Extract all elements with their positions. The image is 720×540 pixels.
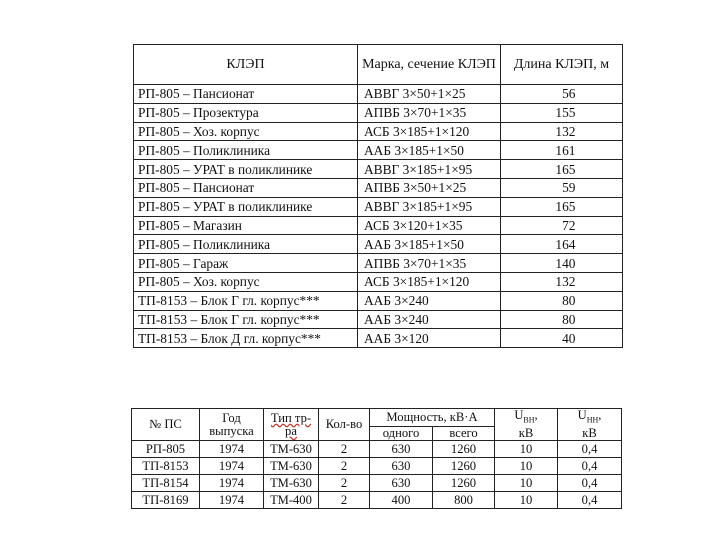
transformer-u-lv: 0,4 [558,492,622,509]
transformer-table-body [132,441,622,509]
transformer-year: 1974 [200,475,264,492]
transformer-power-one: 400 [370,492,433,509]
header-u-lv: $U_{НН}$, кВ [558,409,622,441]
cable-line: ТП-8153 – Блок Г гл. корпус*** [134,310,358,329]
transformer-count: 2 [319,441,370,458]
transformer-power-total: 1260 [433,441,495,458]
transformer-u-lv: 0,4 [558,441,622,458]
cable-brand: АПВБ 3×50+1×25 [358,178,501,197]
transformer-type: ТМ-630 [264,458,319,475]
cable-length-cell [501,254,623,273]
cable-length-cell [501,291,623,310]
transformer-row [132,458,622,475]
cable-line: ТП-8153 – Блок Г гл. корпус*** [134,291,358,310]
cable-brand: ААБ 3×185+1×50 [358,141,501,160]
cable-length-cell [501,197,623,216]
cable-length: 56 [562,86,576,102]
transformer-header-row-1 [132,409,622,427]
transformer-year: 1974 [200,458,264,475]
cable-length-cell [501,310,623,329]
cable-length: 40 [562,330,576,346]
transformer-ps: РП-805 [132,441,200,458]
transformer-count: 2 [319,475,370,492]
cable-length: 132 [555,274,576,290]
u-lv-label: U [577,408,587,423]
cable-line: РП-805 – Пансионат [134,85,358,104]
transformer-power-one: 630 [370,475,433,492]
cable-length: 161 [555,142,576,158]
cable-table-header-row [134,45,623,85]
header-brand: Марка, сечение КЛЭП [358,45,501,85]
cable-line: РП-805 – УРАТ в поликлинике [134,197,358,216]
cable-length: 155 [555,105,576,121]
cable-row [134,178,623,197]
cable-length: 140 [555,255,576,271]
cable-brand: ААБ 3×240 [358,291,501,310]
cable-length-cell [501,329,623,348]
cable-length-cell [501,178,623,197]
cable-length: 165 [555,199,576,215]
cable-line: РП-805 – Гараж [134,254,358,273]
cable-line: РП-805 – Магазин [134,216,358,235]
transformer-ps: ТП-8153 [132,458,200,475]
u-lv-unit: кВ [582,425,597,440]
cable-length: 165 [555,161,576,177]
cable-brand: АВВГ 3×185+1×95 [358,197,501,216]
cable-lines-table [133,44,623,348]
transformer-ps: ТП-8154 [132,475,200,492]
header-length: Длина КЛЭП, м [501,45,623,85]
cable-brand: АСБ 3×185+1×120 [358,122,501,141]
cable-row [134,122,623,141]
transformers-table [131,408,622,509]
cable-line: РП-805 – УРАТ в поликлинике [134,160,358,179]
transformer-power-total: 1260 [433,458,495,475]
cable-row [134,310,623,329]
cable-line: РП-805 – Хоз. корпус [134,272,358,291]
cable-row [134,160,623,179]
cable-line: РП-805 – Поликлиника [134,141,358,160]
transformer-u-hv: 10 [495,475,558,492]
cable-length: 164 [555,236,576,252]
cable-line: ТП-8153 – Блок Д гл. корпус*** [134,329,358,348]
transformer-type: ТМ-630 [264,475,319,492]
transformer-row [132,441,622,458]
transformer-ps: ТП-8169 [132,492,200,509]
cable-row [134,197,623,216]
cable-brand: ААБ 3×240 [358,310,501,329]
transformer-year: 1974 [200,492,264,509]
header-type [264,409,319,441]
cable-length-cell [501,122,623,141]
cable-row [134,85,623,104]
transformer-power-one: 630 [370,458,433,475]
cable-line: РП-805 – Пансионат [134,178,358,197]
cable-brand: АВВГ 3×185+1×95 [358,160,501,179]
cable-length-cell [501,103,623,122]
transformer-count: 2 [319,458,370,475]
cable-length: 80 [562,293,576,309]
header-year: Год выпуска [200,409,264,441]
transformer-type: ТМ-400 [264,492,319,509]
transformer-type: ТМ-630 [264,441,319,458]
cable-length: 80 [562,311,576,327]
header-power-one: одного [370,427,433,441]
cable-row [134,141,623,160]
cable-row [134,216,623,235]
cable-length: 59 [562,180,576,196]
cable-brand: ААБ 3×120 [358,329,501,348]
u-hv-sub: ВН [523,415,535,425]
cable-length-cell [501,160,623,179]
cable-line: РП-805 – Поликлиника [134,235,358,254]
transformer-u-hv: 10 [495,492,558,509]
cable-table-body [134,85,623,348]
cable-row [134,254,623,273]
cable-row [134,329,623,348]
transformer-count: 2 [319,492,370,509]
cable-brand: ААБ 3×185+1×50 [358,235,501,254]
cable-length: 72 [562,217,576,233]
cable-line: РП-805 – Хоз. корпус [134,122,358,141]
transformer-power-one: 630 [370,441,433,458]
header-count: Кол-во [319,409,370,441]
header-u-hv: $U_{ВН}$, кВ [495,409,558,441]
u-hv-label: U [514,408,524,423]
cable-row [134,291,623,310]
transformer-u-lv: 0,4 [558,458,622,475]
u-lv-sub: НН [586,415,599,425]
cable-row [134,272,623,291]
cable-length-cell [501,141,623,160]
cable-line: РП-805 – Прозектура [134,103,358,122]
header-power-total: всего [433,427,495,441]
cable-length-cell [501,85,623,104]
transformer-row [132,492,622,509]
transformer-power-total: 800 [433,492,495,509]
transformer-u-lv: 0,4 [558,475,622,492]
cable-brand: АСБ 3×120+1×35 [358,216,501,235]
cable-brand: АСБ 3×185+1×120 [358,272,501,291]
cable-length: 132 [555,123,576,139]
cable-brand: АВВГ 3×50+1×25 [358,85,501,104]
u-hv-unit: кВ [518,425,534,440]
header-power: Мощность, кВ·А [370,409,495,427]
cable-length-cell [501,272,623,291]
cable-length-cell [501,235,623,254]
cable-brand: АПВБ 3×70+1×35 [358,254,501,273]
header-ps: № ПС [132,409,200,441]
header-type-label: Тип тр-ра [270,410,312,438]
transformer-u-hv: 10 [495,441,558,458]
cable-brand: АПВБ 3×70+1×35 [358,103,501,122]
transformer-year: 1974 [200,441,264,458]
transformer-power-total: 1260 [433,475,495,492]
transformer-u-hv: 10 [495,458,558,475]
cable-length-cell [501,216,623,235]
cable-row [134,103,623,122]
cable-row [134,235,623,254]
transformer-row [132,475,622,492]
header-line: КЛЭП [134,45,358,85]
